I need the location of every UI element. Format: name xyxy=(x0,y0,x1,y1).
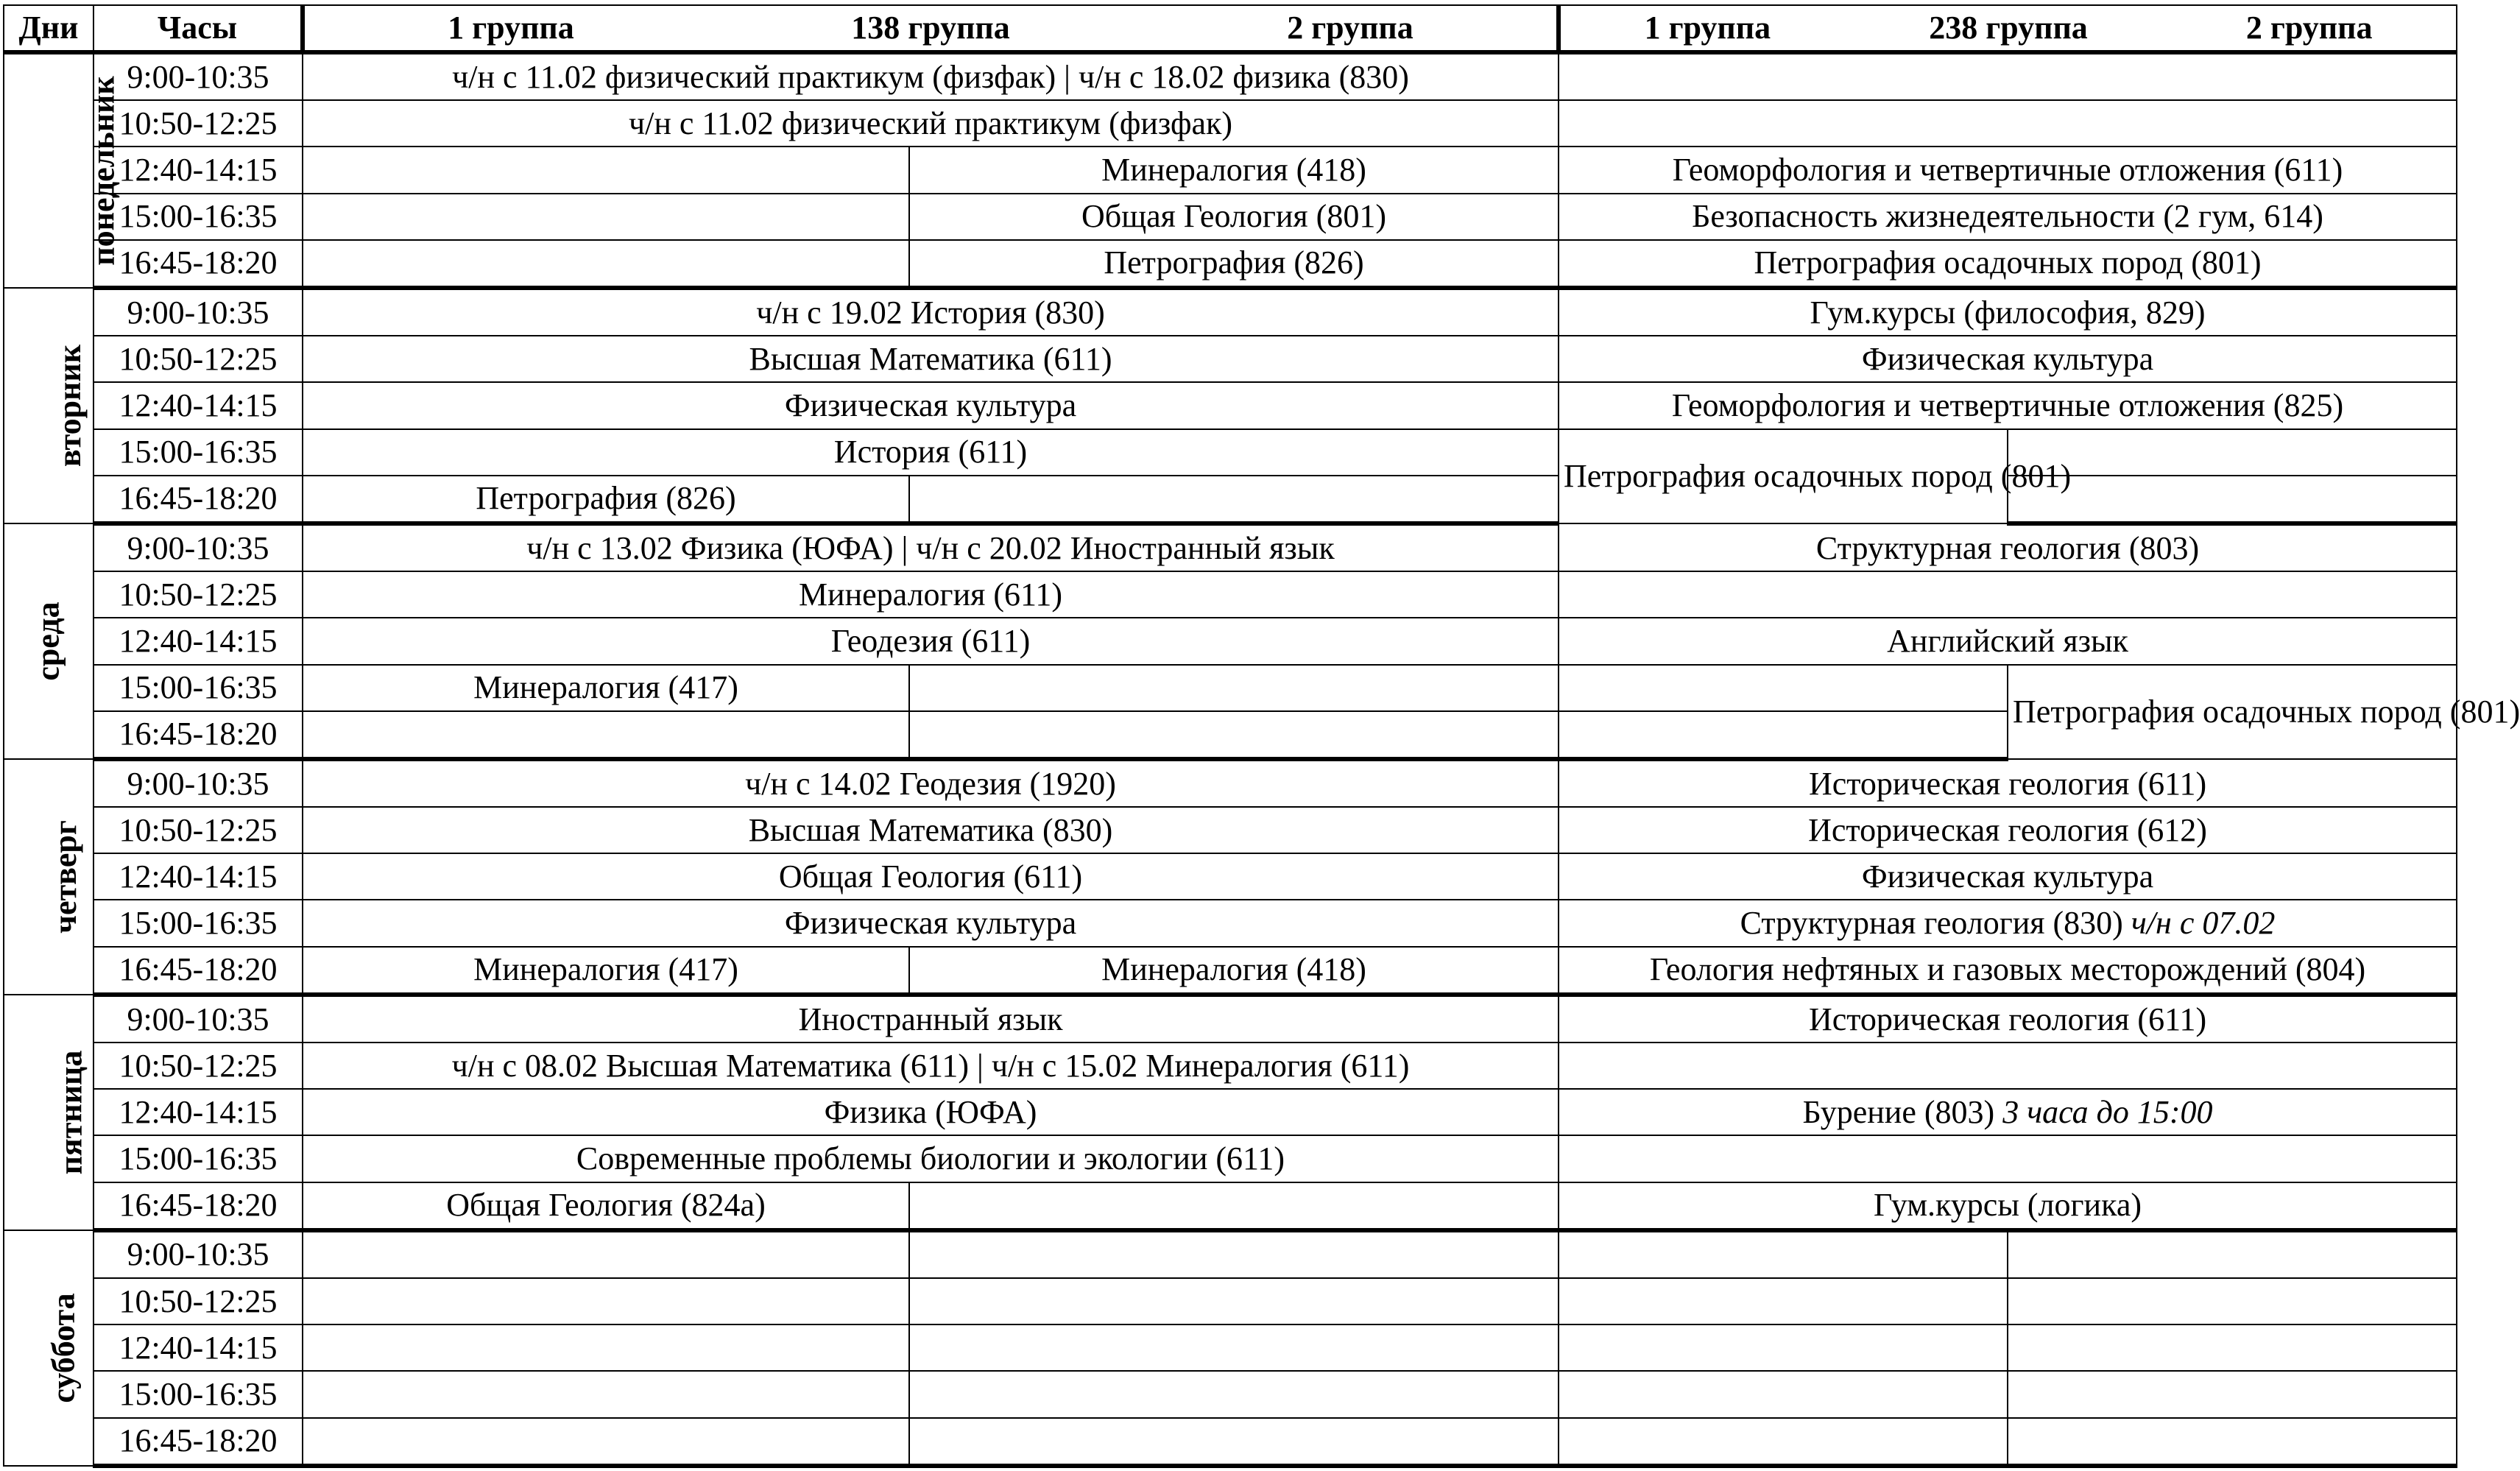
lesson-cell xyxy=(1559,52,2457,100)
lesson-cell xyxy=(2008,1278,2457,1324)
table-row xyxy=(4,288,2457,336)
schedule-table xyxy=(3,4,2520,1468)
time-slot: 15:00-16:35 xyxy=(93,194,303,240)
lesson-cell xyxy=(2008,1230,2457,1278)
lesson-cell: Петрография (826) xyxy=(303,476,909,523)
lesson-cell xyxy=(1559,1230,2008,1278)
lesson-cell xyxy=(303,711,909,759)
lesson-cell xyxy=(1559,1418,2008,1466)
day-label: вторник xyxy=(52,344,88,468)
day-label: четверг xyxy=(46,820,83,934)
lesson-cell: Общая Геология (611) xyxy=(303,853,1559,900)
lesson-cell: Минералогия (417) xyxy=(303,947,909,995)
lesson-cell: ч/н с 13.02 Физика (ЮФА) | ч/н с 20.02 Иностранный язык xyxy=(303,523,1559,571)
lesson-cell: ч/н с 11.02 физический практикум (физфак) | ч/н с 18.02 физика (830) xyxy=(303,52,1559,100)
time-slot: 9:00-10:35 xyxy=(93,995,303,1043)
lesson-cell xyxy=(909,476,1559,523)
table-row xyxy=(4,853,2457,900)
header-group-238 xyxy=(1559,5,2457,52)
lesson-cell xyxy=(1559,1043,2457,1089)
table-row xyxy=(4,1043,2457,1089)
table-row xyxy=(4,759,2457,807)
lesson-cell xyxy=(909,1182,1559,1230)
table-row xyxy=(4,1418,2457,1466)
lesson-cell: Петрография осадочных пород (801) xyxy=(2008,665,2457,759)
day-label: среда xyxy=(30,602,66,681)
lesson-cell xyxy=(1559,571,2457,618)
day-wednesday xyxy=(4,523,93,759)
time-slot: 16:45-18:20 xyxy=(93,1182,303,1230)
lesson-cell: Общая Геология (824а) xyxy=(303,1182,909,1230)
lesson-cell xyxy=(303,240,909,288)
lesson-cell: ч/н с 08.02 Высшая Математика (611) | ч/н с 15.02 Минералогия (611) xyxy=(303,1043,1559,1089)
table-row xyxy=(4,947,2457,995)
lesson-cell: Физическая культура xyxy=(1559,853,2457,900)
lesson-cell xyxy=(1559,1089,2457,1135)
lesson-cell xyxy=(909,1230,1559,1278)
lesson-cell: Минералогия (418) xyxy=(909,147,1559,193)
table-row xyxy=(4,476,2457,523)
lesson-cell: Геодезия (611) xyxy=(303,618,1559,664)
time-slot: 15:00-16:35 xyxy=(93,1135,303,1182)
lesson-cell: Петрография (826) xyxy=(909,240,1559,288)
lesson-cell xyxy=(303,1418,909,1466)
table-row xyxy=(4,1182,2457,1230)
lesson-cell: ч/н с 14.02 Геодезия (1920) xyxy=(303,759,1559,807)
time-slot: 10:50-12:25 xyxy=(93,1043,303,1089)
table-row xyxy=(4,900,2457,946)
lesson-cell xyxy=(303,1324,909,1371)
lesson-cell: Историческая геология (612) xyxy=(1559,807,2457,853)
lesson-cell xyxy=(303,1371,909,1417)
lesson-cell: Английский язык xyxy=(1559,618,2457,664)
header-238-subgroup-2: 2 группа xyxy=(2245,10,2373,46)
lesson-cell: ч/н с 11.02 физический практикум (физфак) xyxy=(303,100,1559,147)
lesson-cell: Историческая геология (611) xyxy=(1559,759,2457,807)
time-slot: 10:50-12:25 xyxy=(93,336,303,382)
lesson-cell xyxy=(1559,711,2008,759)
header-group-138 xyxy=(303,5,1559,52)
lesson-cell: Общая Геология (801) xyxy=(909,194,1559,240)
lesson-cell: Современные проблемы биологии и экологии (611) xyxy=(303,1135,1559,1182)
time-slot: 10:50-12:25 xyxy=(93,807,303,853)
table-row xyxy=(4,523,2457,571)
lesson-cell: Структурная геология (803) xyxy=(1559,523,2457,571)
table-row xyxy=(4,1324,2457,1371)
time-slot: 12:40-14:15 xyxy=(93,147,303,193)
day-tuesday xyxy=(4,288,93,523)
lesson-cell xyxy=(1559,1135,2457,1182)
header-days: Дни xyxy=(4,5,93,52)
day-label: понедельник xyxy=(85,76,121,266)
day-saturday xyxy=(4,1230,93,1466)
lesson-cell: Физическая культура xyxy=(1559,336,2457,382)
lesson-cell xyxy=(909,1418,1559,1466)
table-row xyxy=(4,100,2457,147)
time-slot: 16:45-18:20 xyxy=(93,711,303,759)
lesson-cell xyxy=(909,1371,1559,1417)
time-slot: 9:00-10:35 xyxy=(93,288,303,336)
header-238-subgroup-1: 1 группа xyxy=(1644,10,1771,46)
lesson-cell: История (611) xyxy=(303,429,1559,476)
time-slot: 12:40-14:15 xyxy=(93,618,303,664)
header-138-subgroup-1: 1 группа xyxy=(448,10,574,46)
table-row xyxy=(4,1278,2457,1324)
time-slot: 15:00-16:35 xyxy=(93,900,303,946)
lesson-cell: Минералогия (611) xyxy=(303,571,1559,618)
table-row xyxy=(4,1371,2457,1417)
time-slot: 12:40-14:15 xyxy=(93,1089,303,1135)
lesson-cell xyxy=(1559,1278,2008,1324)
table-row xyxy=(4,995,2457,1043)
lesson-cell: Иностранный язык xyxy=(303,995,1559,1043)
lesson-cell: Минералогия (418) xyxy=(909,947,1559,995)
lesson-cell xyxy=(909,1324,1559,1371)
table-row xyxy=(4,336,2457,382)
table-row xyxy=(4,194,2457,240)
table-row xyxy=(4,1230,2457,1278)
time-slot: 9:00-10:35 xyxy=(93,52,303,100)
lesson-cell xyxy=(1559,900,2457,946)
time-slot: 12:40-14:15 xyxy=(93,1324,303,1371)
lesson-cell: Геология нефтяных и газовых месторождений (804) xyxy=(1559,947,2457,995)
table-row xyxy=(4,382,2457,428)
header-row xyxy=(4,5,2457,52)
table-row xyxy=(4,1089,2457,1135)
time-slot: 10:50-12:25 xyxy=(93,571,303,618)
table-row xyxy=(4,665,2457,711)
time-slot: 16:45-18:20 xyxy=(93,947,303,995)
lesson-cell: Высшая Математика (611) xyxy=(303,336,1559,382)
time-slot: 15:00-16:35 xyxy=(93,1371,303,1417)
day-label: суббота xyxy=(45,1293,82,1403)
lesson-cell: Минералогия (417) xyxy=(303,665,909,711)
time-slot: 10:50-12:25 xyxy=(93,100,303,147)
lesson-cell: Безопасность жизнедеятельности (2 гум, 614) xyxy=(1559,194,2457,240)
lesson-cell xyxy=(2008,476,2457,523)
lesson-cell: Высшая Математика (830) xyxy=(303,807,1559,853)
table-row xyxy=(4,571,2457,618)
lesson-cell xyxy=(1559,1324,2008,1371)
day-friday xyxy=(4,995,93,1230)
lesson-cell: Петрография осадочных пород (801) xyxy=(1559,429,2008,523)
lesson-cell: Гум.курсы (логика) xyxy=(1559,1182,2457,1230)
table-row xyxy=(4,807,2457,853)
lesson-cell xyxy=(303,147,909,193)
lesson-cell: Физическая культура xyxy=(303,382,1559,428)
lesson-cell xyxy=(909,665,1559,711)
lesson-cell xyxy=(303,1230,909,1278)
time-slot: 15:00-16:35 xyxy=(93,665,303,711)
lesson-cell xyxy=(2008,1324,2457,1371)
time-slot: 12:40-14:15 xyxy=(93,853,303,900)
time-slot: 16:45-18:20 xyxy=(93,476,303,523)
time-slot: 9:00-10:35 xyxy=(93,523,303,571)
lesson-cell: Физическая культура xyxy=(303,900,1559,946)
time-slot: 16:45-18:20 xyxy=(93,240,303,288)
lesson-cell xyxy=(1559,665,2008,711)
header-138-title: 138 группа xyxy=(851,10,1010,46)
lesson-cell: Гум.курсы (философия, 829) xyxy=(1559,288,2457,336)
table-row xyxy=(4,1135,2457,1182)
lesson-cell xyxy=(909,711,1559,759)
table-row xyxy=(4,429,2457,476)
lesson-cell xyxy=(2008,429,2457,476)
lesson-cell: Историческая геология (611) xyxy=(1559,995,2457,1043)
lesson-cell: Геоморфология и четвертичные отложения (825) xyxy=(1559,382,2457,428)
lesson-cell xyxy=(303,194,909,240)
lesson-cell: ч/н с 19.02 История (830) xyxy=(303,288,1559,336)
table-row xyxy=(4,52,2457,100)
lesson-cell xyxy=(1559,100,2457,147)
lesson-cell: Геоморфология и четвертичные отложения (611) xyxy=(1559,147,2457,193)
table-row xyxy=(4,240,2457,288)
header-hours: Часы xyxy=(93,5,303,52)
lesson-note: 3 часа до 15:00 xyxy=(2002,1093,2213,1130)
day-label: пятница xyxy=(52,1050,89,1175)
day-thursday xyxy=(4,759,93,995)
header-138-subgroup-2: 2 группа xyxy=(1287,10,1413,46)
lesson-cell xyxy=(303,1278,909,1324)
lesson-cell: Петрография осадочных пород (801) xyxy=(1559,240,2457,288)
day-monday xyxy=(4,52,121,288)
time-slot: 9:00-10:35 xyxy=(93,1230,303,1278)
lesson-cell: Физика (ЮФА) xyxy=(303,1089,1559,1135)
lesson-cell xyxy=(2008,1418,2457,1466)
lesson-cell xyxy=(909,1278,1559,1324)
lesson-text: Структурная геология (830) xyxy=(1740,905,2123,942)
lesson-note: ч/н с 07.02 xyxy=(2131,905,2276,942)
time-slot: 9:00-10:35 xyxy=(93,759,303,807)
table-row xyxy=(4,147,2457,193)
time-slot: 16:45-18:20 xyxy=(93,1418,303,1466)
table-row xyxy=(4,618,2457,664)
time-slot: 15:00-16:35 xyxy=(93,429,303,476)
lesson-cell xyxy=(1559,1371,2008,1417)
header-238-title: 238 группа xyxy=(1929,10,2088,46)
lesson-cell xyxy=(2008,1371,2457,1417)
time-slot: 10:50-12:25 xyxy=(93,1278,303,1324)
time-slot: 12:40-14:15 xyxy=(93,382,303,428)
lesson-text: Бурение (803) xyxy=(1802,1093,1995,1130)
